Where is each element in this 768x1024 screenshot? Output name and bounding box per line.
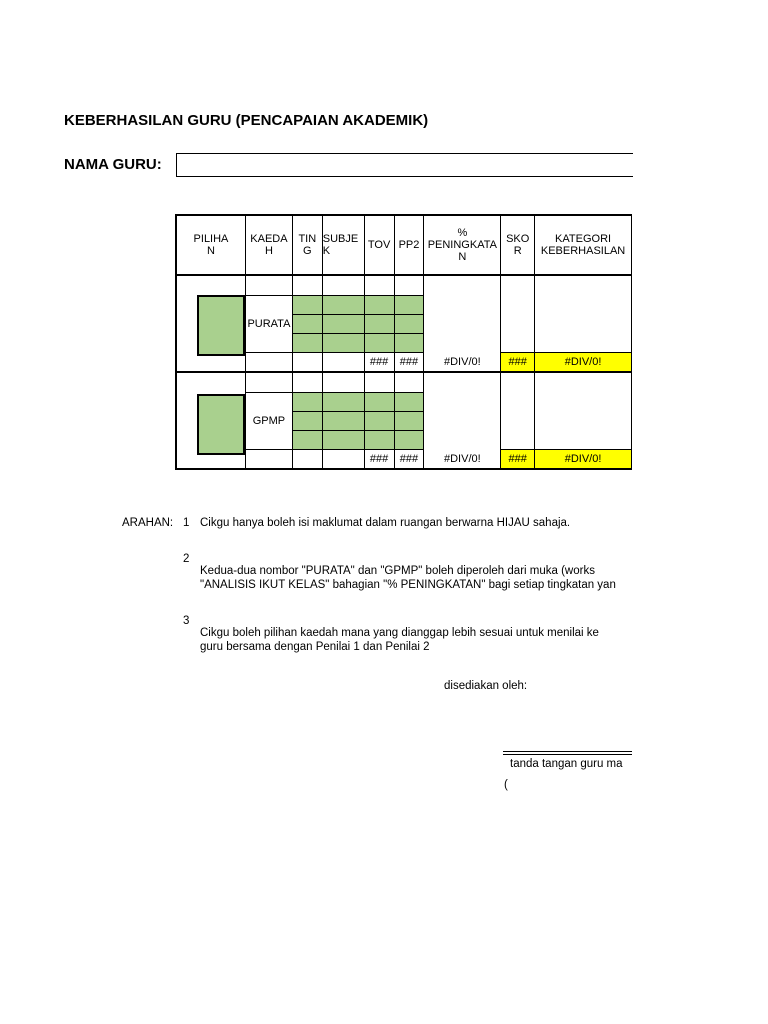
header-tingkatan: TIN G bbox=[292, 215, 322, 275]
input-cell[interactable] bbox=[322, 392, 364, 411]
page-title: KEBERHASILAN GURU (PENCAPAIAN AKADEMIK) bbox=[64, 112, 429, 129]
nama-guru-label: NAMA GURU: bbox=[64, 156, 162, 173]
kategori-value: #DIV/0! bbox=[535, 352, 632, 372]
header-subjek: SUBJE K bbox=[322, 215, 364, 275]
header-kaedah: KAEDA H bbox=[245, 215, 292, 275]
input-cell[interactable] bbox=[292, 392, 322, 411]
input-cell[interactable] bbox=[364, 333, 394, 352]
input-cell[interactable] bbox=[394, 295, 424, 314]
header-tov: TOV bbox=[364, 215, 394, 275]
input-cell[interactable] bbox=[292, 295, 322, 314]
header-kategori: KATEGORI KEBERHASILAN bbox=[535, 215, 632, 275]
signature-label: tanda tangan guru ma bbox=[510, 758, 623, 770]
arahan-text-3b: guru bersama dengan Penilai 1 dan Penilai 2 bbox=[200, 641, 430, 653]
input-cell[interactable] bbox=[364, 411, 394, 430]
input-cell[interactable] bbox=[292, 430, 322, 449]
arahan-label: ARAHAN: bbox=[122, 517, 174, 529]
disediakan-oleh: disediakan oleh: bbox=[444, 680, 528, 692]
arahan-text-2b: "ANALISIS IKUT KELAS" bahagian "% PENINGKATAN" bagi setiap tingkatan yan bbox=[200, 579, 616, 591]
header-skor: SKO R bbox=[501, 215, 535, 275]
arahan-num-3: 3 bbox=[183, 615, 190, 627]
input-cell[interactable] bbox=[322, 333, 364, 352]
input-cell[interactable] bbox=[364, 295, 394, 314]
peningkatan-value: #DIV/0! bbox=[424, 352, 501, 372]
input-cell[interactable] bbox=[322, 314, 364, 333]
skor-value: ### bbox=[501, 449, 535, 469]
peningkatan-value: #DIV/0! bbox=[424, 449, 501, 469]
kaedah-label-gpmp: GPMP bbox=[245, 392, 292, 449]
arahan-num-1: 1 bbox=[183, 517, 190, 529]
input-cell[interactable] bbox=[394, 411, 424, 430]
input-cell[interactable] bbox=[394, 314, 424, 333]
input-cell[interactable] bbox=[364, 392, 394, 411]
signature-paren: ( bbox=[504, 779, 508, 791]
header-pilihan: PILIHA N bbox=[176, 215, 245, 275]
input-cell[interactable] bbox=[292, 314, 322, 333]
input-cell[interactable] bbox=[322, 411, 364, 430]
tov-value: ### bbox=[364, 352, 394, 372]
input-cell[interactable] bbox=[394, 392, 424, 411]
signature-line bbox=[503, 754, 632, 755]
pp2-value: ### bbox=[394, 449, 424, 469]
pilihan-gpmp-input[interactable] bbox=[197, 394, 245, 455]
input-cell[interactable] bbox=[322, 295, 364, 314]
input-cell[interactable] bbox=[322, 430, 364, 449]
skor-value: ### bbox=[501, 352, 535, 372]
tov-value: ### bbox=[364, 449, 394, 469]
input-cell[interactable] bbox=[394, 430, 424, 449]
input-cell[interactable] bbox=[394, 333, 424, 352]
header-peningkatan: % PENINGKATA N bbox=[424, 215, 501, 275]
signature-line bbox=[503, 751, 632, 752]
arahan-text-2a: Kedua-dua nombor "PURATA" dan "GPMP" boleh diperoleh dari muka (works bbox=[200, 565, 595, 577]
kategori-value: #DIV/0! bbox=[535, 449, 632, 469]
pilihan-purata-input[interactable] bbox=[197, 295, 245, 356]
kaedah-label-purata: PURATA bbox=[245, 295, 292, 352]
arahan-num-2: 2 bbox=[183, 553, 190, 565]
arahan-text-3a: Cikgu boleh pilihan kaedah mana yang dianggap lebih sesuai untuk menilai ke bbox=[200, 627, 599, 639]
input-cell[interactable] bbox=[292, 333, 322, 352]
arahan-text-1: Cikgu hanya boleh isi maklumat dalam ruangan berwarna HIJAU sahaja. bbox=[200, 517, 571, 529]
input-cell[interactable] bbox=[364, 430, 394, 449]
header-pp2: PP2 bbox=[394, 215, 424, 275]
input-cell[interactable] bbox=[364, 314, 394, 333]
pp2-value: ### bbox=[394, 352, 424, 372]
input-cell[interactable] bbox=[292, 411, 322, 430]
